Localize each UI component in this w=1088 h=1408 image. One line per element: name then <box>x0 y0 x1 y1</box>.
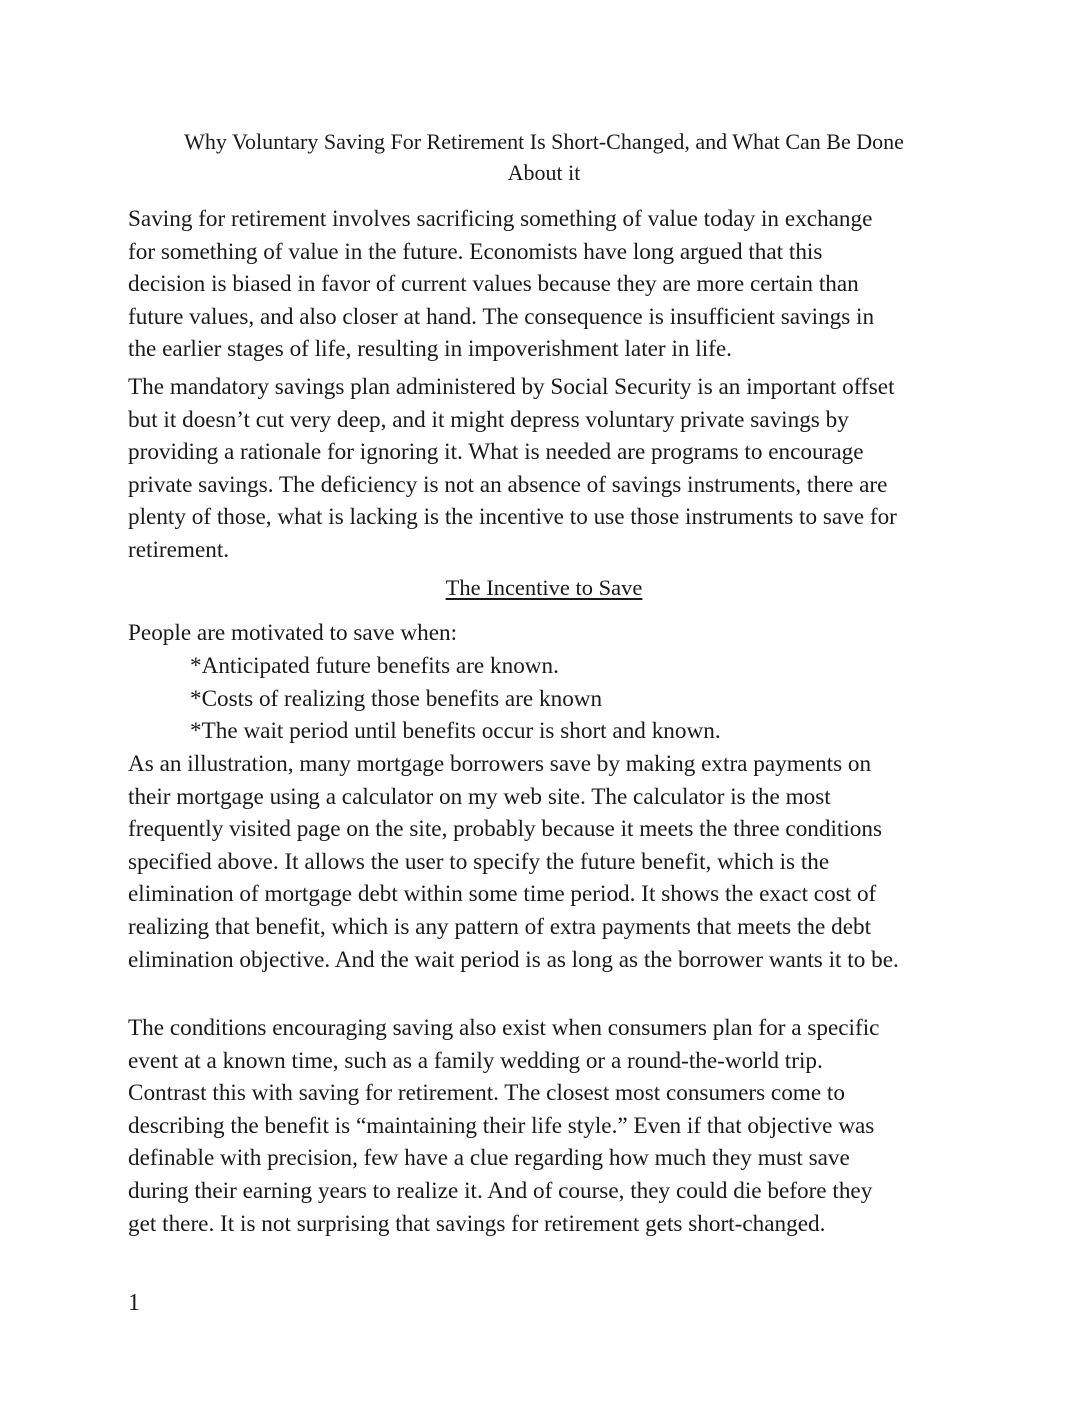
text-line: plenty of those, what is lacking is the incentive to use those instruments to save for <box>128 504 897 531</box>
text-line: the earlier stages of life, resulting in impoverishment later in life. <box>128 336 732 363</box>
list-item: *The wait period until benefits occur is short and known. <box>190 718 721 745</box>
paragraph-savings-bias <box>128 203 960 366</box>
text-line: People are motivated to save when: <box>128 620 458 646</box>
text-line: frequently visited page on the site, probably because it meets the three conditions <box>128 816 883 843</box>
text-line: for something of value in the future. Economists have long argued that this <box>128 238 823 265</box>
text-line: providing a rationale for ignoring it. What is needed are programs to encourage <box>128 439 864 466</box>
text-line: but it doesn’t cut very deep, and it might depress voluntary private savings by <box>128 406 849 433</box>
text-line: decision is biased in favor of current values because they are more certain than <box>128 271 859 298</box>
text-line: their mortgage using a calculator on my web site. The calculator is the most <box>128 783 831 810</box>
paragraph-specific-events <box>128 1012 960 1240</box>
page-number: 1 <box>128 1290 140 1316</box>
text-line: during their earning years to realize it. And of course, they could die before they <box>128 1177 873 1204</box>
text-line: specified above. It allows the user to specify the future benefit, which is the <box>128 848 830 875</box>
text-line: definable with precision, few have a clue regarding how much they must save <box>128 1145 850 1172</box>
text-line: private savings. The deficiency is not an absence of savings instruments, there are <box>128 471 888 498</box>
text-line: Contrast this with saving for retirement. The closest most consumers come to <box>128 1080 845 1107</box>
text-line: realizing that benefit, which is any pattern of extra payments that meets the debt <box>128 913 872 940</box>
section-heading-text: The Incentive to Save <box>445 575 643 600</box>
title-line: About it <box>507 160 581 185</box>
text-line: As an illustration, many mortgage borrowers save by making extra payments on <box>128 751 872 777</box>
text-line: describing the benefit is “maintaining their life style.” Even if that objective was <box>128 1112 875 1139</box>
title-line: Why Voluntary Saving For Retirement Is Short-Changed, and What Can Be Done <box>184 129 904 154</box>
text-line: retirement. <box>128 536 230 563</box>
paragraph-social-security <box>128 371 960 567</box>
paragraph-mortgage-illustration <box>128 748 960 976</box>
text-line: future values, and also closer at hand. The consequence is insufficient savings in <box>128 303 875 330</box>
text-line: Saving for retirement involves sacrificing something of value today in exchange <box>128 206 873 232</box>
list-item: *Anticipated future benefits are known. <box>190 653 559 679</box>
text-line: event at a known time, such as a family wedding or a round-the-world trip. <box>128 1047 823 1074</box>
text-line: The conditions encouraging saving also exist when consumers plan for a specific <box>128 1015 880 1041</box>
document-title <box>128 126 960 188</box>
section-heading <box>128 572 960 604</box>
text-line: get there. It is not surprising that savings for retirement gets short-changed. <box>128 1210 826 1237</box>
text-line: elimination of mortgage debt within some time period. It shows the exact cost of <box>128 881 877 908</box>
text-line: The mandatory savings plan administered by Social Security is an important offset <box>128 374 895 400</box>
text-line: elimination objective. And the wait period is as long as the borrower wants it to be. <box>128 946 899 973</box>
list-item: *Costs of realizing those benefits are known <box>190 685 603 712</box>
conditions-list <box>190 650 721 748</box>
intro-line <box>128 617 960 650</box>
